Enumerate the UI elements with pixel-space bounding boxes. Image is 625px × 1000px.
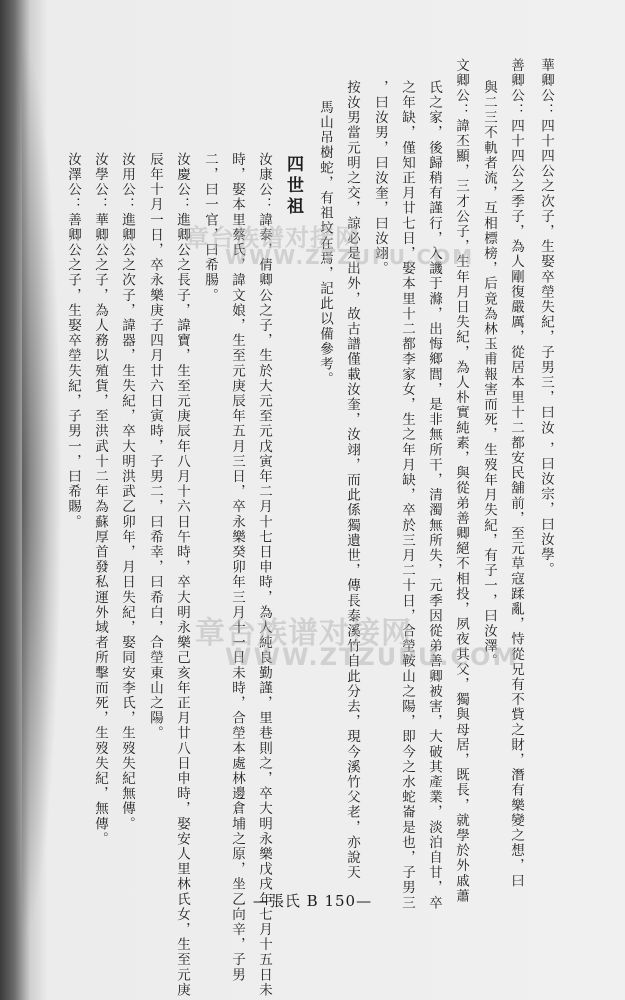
text-column: ，曰汝男，曰汝奎，曰汝翊。 bbox=[372, 80, 388, 277]
page-number-footer: —張氏 B 150— bbox=[252, 892, 373, 910]
binding-shadow bbox=[22, 40, 62, 940]
text-column: 善卿公：四十四公之季子，為人剛復嚴厲，從居本里十二都安民舖前，至元草寇蹂亂，恃從兄有不貲之財，潛有樂變之想，曰 bbox=[508, 58, 524, 889]
text-column: 之年缺，僅知正月廿七日，娶本里十二都李家女，生之年月缺，卒於三月二十日，合塋鞍山之陽，即今之水蛇崙是也，子男三 bbox=[399, 80, 415, 911]
text-column: 辰年十月一日，卒永樂庚子四月廿六日寅時，子男二，曰希幸，曰希白，合塋東山之陽。 bbox=[147, 152, 163, 741]
text-column: 馬山吊樹蛇，有祖坟在焉，記此以備參考。 bbox=[317, 100, 333, 387]
text-column: 氏之家，後歸稍有謹行，入譏于滌，出悔鄉閭，是非無所干，清濁無所失，元季因從弟善卿被害，大破其產業，淡泊自甘，卒 bbox=[426, 80, 442, 911]
watermark-title: 章台族谱对接网 bbox=[195, 616, 412, 651]
watermark-title: 章台族谱对接网 bbox=[185, 224, 360, 252]
text-column: 二，曰一官，曰希腸。 bbox=[202, 152, 218, 303]
text-column: 時，娶本里蔡氏，諱文娘，生至元庚辰年五月三日，卒永樂癸卯年三月十一日未時，合塋本處林邊倉埔之原，坐乙向辛，子男 bbox=[229, 152, 245, 983]
text-column: 華卿公：四十四公之次子，生娶卒塋失紀，子男三，曰汝 ，曰汝宗，曰汝學。 bbox=[538, 58, 554, 578]
text-column: 汝慶公：進卿公之長子，諱寶，生至元庚辰年八月十六日午時，卒大明永樂己亥年正月廿八日申時，娶安人里林氏女，生至元庚 bbox=[174, 152, 190, 998]
text-column: 汝康公：諱泰，倩卿公之子，生於大元至元戊寅年二月十七日申時，為人純良勤謹，里巷則之，卒大明永樂戊戌年七月十五日未 bbox=[256, 152, 272, 998]
text-column: 汝澤公：善卿公之子，生娶卒塋失紀，子男一，曰希賜。 bbox=[65, 152, 81, 530]
text-column: 汝學公：華卿公之子，為人務以殖貨，至洪武十二年為蘇厚首發私運外域者所擊而死，生歿失紀，無傳。 bbox=[92, 152, 108, 847]
text-column: 汝用公：進卿公之次子，諱器，生失紀，卒大明洪武乙卯年，月日失紀，娶同安李氏，生歿失紀無傳。 bbox=[119, 152, 135, 832]
text-column: 文卿公：諱丕顯，三才公子，生年月日失紀，為人朴實純素，與從弟善卿絕不相投，夙夜其父，獨與母居，既長，就學於外戚蕭 bbox=[453, 58, 469, 904]
text-column: 按汝男當元明之交，諒必是出外，故古譜僅載汝奎，汝翊，而此係獨遺世，傳長泰溪竹自此分去，現今溪竹父老，亦說天 bbox=[344, 80, 360, 881]
watermark-url: WWW.ZTZUPU.COM bbox=[225, 245, 475, 269]
watermark-url: WWW.ZTZUPU.COM bbox=[225, 643, 519, 671]
section-heading: 四世祖 bbox=[283, 155, 303, 218]
text-column: 與二三不軌者流，互相標榜，后竟為林玉甫報害而死，生歿年月失紀，有子一，曰汝澤。 bbox=[481, 80, 497, 669]
